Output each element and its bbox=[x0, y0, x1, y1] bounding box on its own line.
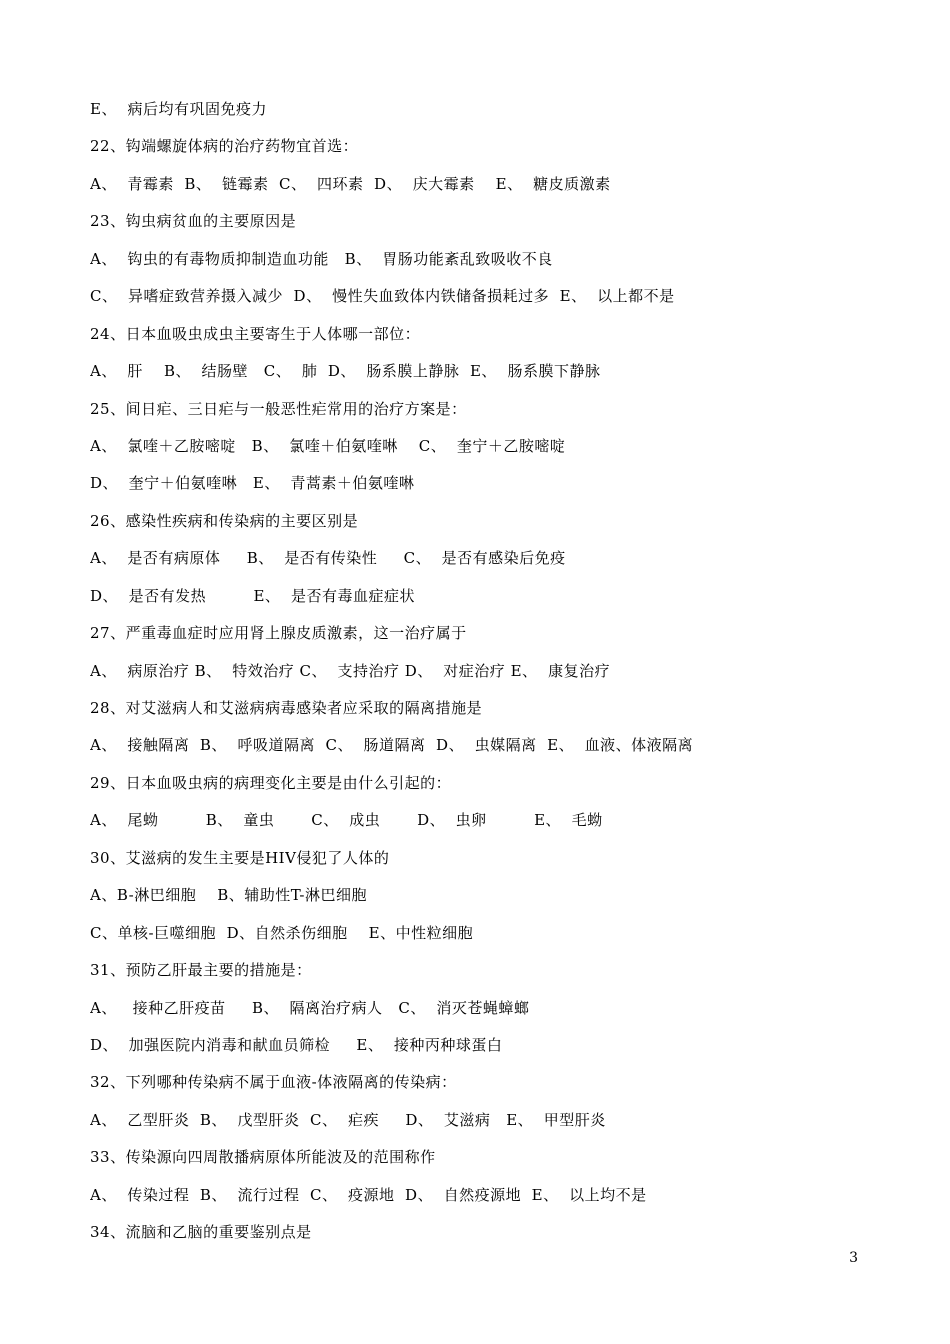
text-line: E、 病后均有巩固免疫力 bbox=[90, 100, 267, 118]
options-30-c-e: C、单核-巨噬细胞 D、自然杀伤细胞 E、中性粒细胞 bbox=[90, 923, 474, 942]
options-31-d-e: D、 加强医院内消毒和献血员筛检 E、 接种丙种球蛋白 bbox=[90, 1035, 503, 1054]
options-31-a-c: A、 接种乙肝疫苗 B、 隔离治疗病人 C、 消灭苍蝇蟑螂 bbox=[90, 998, 530, 1017]
options-28: A、 接触隔离 B、 呼吸道隔离 C、 肠道隔离 D、 虫媒隔离 E、 血液、体液隔离 bbox=[90, 736, 694, 755]
options-25-d-e: D、 奎宁＋伯氨喹啉 E、 青蒿素＋伯氨喹啉 bbox=[90, 474, 415, 493]
question-25: 25、间日疟、三日疟与一般恶性疟常用的治疗方案是： bbox=[90, 399, 467, 418]
options-25-a-c: A、 氯喹＋乙胺嘧啶 B、 氯喹＋伯氨喹啉 C、 奎宁＋乙胺嘧啶 bbox=[90, 436, 566, 455]
page-number: 3 bbox=[849, 1250, 858, 1266]
question-list bbox=[90, 97, 910, 1258]
options-24: A、 肝 B、 结肠壁 C、 肺 D、 肠系膜上静脉 E、 肠系膜下静脉 bbox=[90, 362, 601, 381]
question-23: 23、钩虫病贫血的主要原因是 bbox=[90, 212, 297, 231]
question-29: 29、日本血吸虫病的病理变化主要是由什么引起的： bbox=[90, 773, 452, 792]
options-27: A、 病原治疗 B、 特效治疗 C、 支持治疗 D、 对症治疗 E、 康复治疗 bbox=[90, 661, 611, 680]
options-22: A、 青霉素 B、 链霉素 C、 四环素 D、 庆大霉素 E、 糖皮质激素 bbox=[90, 174, 611, 193]
question-30: 30、艾滋病的发生主要是HIV侵犯了人体的 bbox=[90, 848, 390, 867]
question-31: 31、预防乙肝最主要的措施是： bbox=[90, 961, 312, 980]
question-32: 32、下列哪种传染病不属于血液-体液隔离的传染病： bbox=[90, 1073, 457, 1092]
question-22: 22、钩端螺旋体病的治疗药物宜首选： bbox=[90, 137, 359, 156]
options-26-a-c: A、 是否有病原体 B、 是否有传染性 C、 是否有感染后免疫 bbox=[90, 549, 566, 568]
options-29: A、 尾蚴 B、 童虫 C、 成虫 D、 虫卵 E、 毛蚴 bbox=[90, 811, 603, 830]
options-30-a-b: A、B-淋巴细胞 B、辅助性T-淋巴细胞 bbox=[90, 886, 367, 905]
question-28: 28、对艾滋病人和艾滋病病毒感染者应采取的隔离措施是 bbox=[90, 699, 483, 717]
options-26-d-e: D、 是否有发热 E、 是否有毒血症症状 bbox=[90, 586, 415, 605]
question-27: 27、严重毒血症时应用肾上腺皮质激素，这一治疗属于 bbox=[90, 624, 467, 643]
options-23-c-e: C、 异嗜症致营养摄入减少 D、 慢性失血致体内铁储备损耗过多 E、 以上都不是 bbox=[90, 287, 675, 306]
question-33: 33、传染源向四周散播病原体所能波及的范围称作 bbox=[90, 1148, 436, 1167]
question-26: 26、感染性疾病和传染病的主要区别是 bbox=[90, 511, 359, 530]
question-34: 34、流脑和乙脑的重要鉴别点是 bbox=[90, 1223, 312, 1242]
question-24: 24、日本血吸虫成虫主要寄生于人体哪一部位： bbox=[90, 324, 421, 343]
options-32: A、 乙型肝炎 B、 戊型肝炎 C、 疟疾 D、 艾滋病 E、 甲型肝炎 bbox=[90, 1110, 606, 1129]
options-23-a-b: A、 钩虫的有毒物质抑制造血功能 B、 胃肠功能紊乱致吸收不良 bbox=[90, 249, 553, 268]
options-33: A、 传染过程 B、 流行过程 C、 疫源地 D、 自然疫源地 E、 以上均不是 bbox=[90, 1185, 647, 1204]
